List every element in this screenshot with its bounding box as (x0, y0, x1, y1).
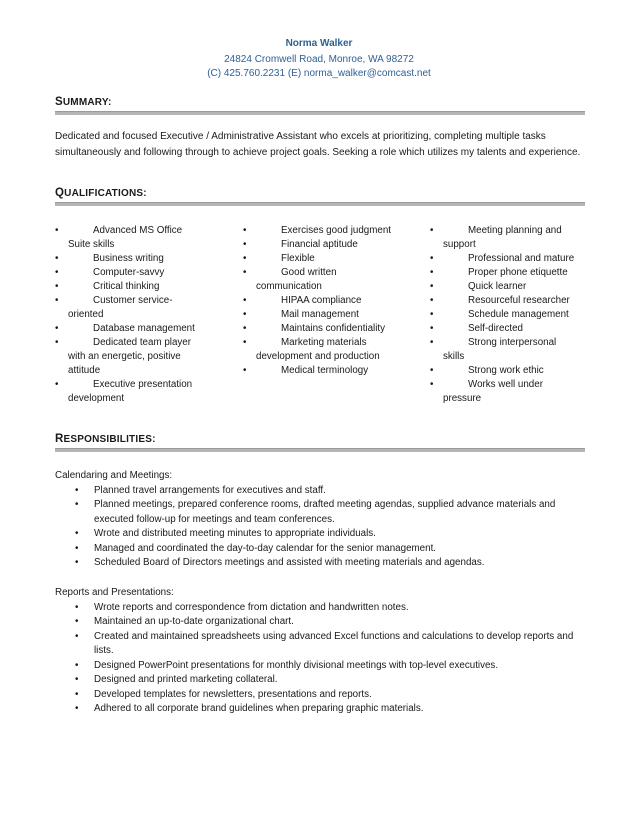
bullet-icon: • (430, 253, 434, 264)
qualifications-divider (55, 202, 585, 206)
bullet-icon: • (243, 295, 247, 306)
qualification-item (55, 266, 205, 280)
bullet-icon: • (243, 239, 247, 250)
qualification-item (55, 280, 205, 294)
bullet-icon: • (430, 337, 434, 348)
responsibility-text: Created and maintained spreadsheets using advanced Excel functions and calculations to develop reports and lists. (94, 630, 574, 656)
bullet-icon: • (430, 281, 434, 292)
bullet-icon: • (55, 267, 59, 278)
responsibility-text: Designed and printed marketing collateral. (94, 674, 278, 685)
qualification-text: Executive presentation development (68, 379, 193, 404)
responsibility-group-calendaring (55, 469, 595, 571)
qualification-item (430, 266, 580, 280)
qualification-text: Self-directed (468, 323, 523, 334)
summary-divider (55, 111, 585, 115)
responsibility-item (55, 484, 595, 499)
responsibility-text: Wrote reports and correspondence from dictation and handwritten notes. (94, 601, 409, 613)
responsibility-text: Designed PowerPoint presentations for monthly divisional meetings with top-level executives. (94, 659, 499, 671)
qualification-item (55, 378, 205, 406)
bullet-icon: • (430, 365, 434, 376)
bullet-icon: • (55, 323, 59, 334)
responsibilities-heading-initial: R (55, 433, 64, 445)
responsibility-item (55, 615, 595, 630)
qualification-item (243, 336, 398, 364)
qualification-item (430, 308, 580, 322)
bullet-icon: • (55, 379, 59, 390)
bullet-icon: • (55, 253, 59, 264)
qualification-text: Mail management (281, 309, 359, 320)
qualification-item (55, 322, 205, 336)
qualifications-column-3 (430, 224, 580, 406)
qualification-text: Exercises good judgment (281, 225, 392, 236)
qualification-text: Good written communication (256, 267, 337, 292)
responsibility-item (55, 556, 595, 571)
summary-heading (55, 96, 112, 108)
responsibility-item (55, 659, 595, 674)
responsibility-text: Developed templates for newsletters, presentations and reports. (94, 688, 372, 700)
responsibility-item (55, 527, 595, 542)
qualification-text: Critical thinking (93, 281, 160, 292)
qualification-item (55, 336, 205, 378)
qualification-text: Resourceful researcher (468, 295, 570, 306)
summary-text: Dedicated and focused Executive / Administrative Assistant who excels at prioritizing, completing multiple tasks simultaneously and following through to achieve project goals. Seeking a role which utilizes my talents and experience. (55, 131, 581, 158)
responsibility-item (55, 630, 595, 659)
qualification-text: Flexible (281, 253, 315, 264)
bullet-icon: • (55, 337, 59, 348)
responsibilities-heading-rest: ESPONSIBILITIES: (63, 434, 156, 445)
responsibility-subheading: Calendaring and Meetings: (55, 470, 173, 481)
responsibility-text: Wrote and distributed meeting minutes to appropriate individuals. (94, 528, 376, 539)
qualification-text: HIPAA compliance (281, 295, 362, 306)
qualification-text: Strong interpersonal skills (443, 337, 557, 362)
responsibility-list (55, 601, 595, 717)
responsibility-item (55, 498, 595, 527)
responsibility-group-reports (55, 586, 595, 717)
responsibility-text: Planned meetings, prepared conference rooms, drafted meeting agendas, supplied advance materials and executed follow-up for meetings and team conferences. (94, 499, 556, 525)
bullet-icon: • (55, 225, 59, 236)
qualification-item (430, 336, 580, 364)
qualification-item (430, 364, 580, 378)
summary-heading-rest: UMMARY: (62, 97, 112, 108)
candidate-name: Norma Walker (285, 38, 353, 49)
summary-heading-initial: S (55, 96, 63, 108)
qualifications-column-2 (243, 224, 398, 378)
qualification-text: Schedule management (468, 309, 569, 320)
responsibilities-divider (55, 448, 585, 452)
qualification-item (430, 280, 580, 294)
bullet-icon: • (430, 225, 434, 236)
bullet-icon: • (75, 688, 79, 700)
qualification-item (430, 294, 580, 308)
responsibility-text: Scheduled Board of Directors meetings and assisted with meeting materials and agendas. (94, 557, 485, 568)
responsibility-text: Planned travel arrangements for executives and staff. (94, 484, 326, 496)
qualification-text: Database management (93, 323, 195, 334)
responsibility-item (55, 542, 595, 557)
bullet-icon: • (75, 659, 79, 671)
qualification-text: Works well under pressure (443, 379, 543, 404)
responsibility-text: Managed and coordinated the day-to-day calendar for the senior management. (94, 542, 437, 554)
qualification-text: Dedicated team player with an energetic, positive attitude (68, 337, 192, 376)
qualification-item (243, 266, 398, 294)
qualifications-heading (55, 187, 147, 199)
qualification-item (243, 308, 398, 322)
bullet-icon: • (75, 528, 79, 539)
qualification-text: Marketing materials development and production (256, 337, 380, 362)
qualification-text: Proper phone etiquette (468, 267, 568, 278)
qualification-item (55, 252, 205, 266)
qualification-item (55, 294, 205, 322)
bullet-icon: • (430, 323, 434, 334)
qualification-item (243, 364, 398, 378)
bullet-icon: • (430, 295, 434, 306)
qualification-text: Quick learner (468, 281, 527, 292)
bullet-icon: • (243, 225, 247, 236)
bullet-icon: • (75, 616, 79, 627)
bullet-icon: • (243, 337, 247, 348)
qualification-text: Maintains confidentiality (281, 323, 386, 334)
bullet-icon: • (55, 295, 59, 306)
qualification-item (243, 294, 398, 308)
qualifications-heading-initial: Q (55, 187, 65, 199)
qualifications-column-1 (55, 224, 205, 406)
bullet-icon: • (243, 365, 247, 376)
bullet-icon: • (430, 309, 434, 320)
bullet-icon: • (75, 484, 79, 496)
responsibility-list (55, 484, 595, 571)
responsibility-item (55, 688, 595, 703)
qualification-item (430, 378, 580, 406)
qualification-text: Strong work ethic (468, 365, 544, 376)
bullet-icon: • (430, 379, 434, 390)
bullet-icon: • (243, 253, 247, 264)
qualifications-heading-rest: UALIFICATIONS: (64, 188, 147, 199)
qualification-text: Professional and mature (468, 253, 575, 264)
qualification-text: Computer-savvy (93, 267, 165, 278)
bullet-icon: • (75, 499, 79, 510)
candidate-contact: (C) 425.760.2231 (E) norma_walker@comcast.net (207, 68, 431, 79)
responsibility-text: Adhered to all corporate brand guidelines when preparing graphic materials. (94, 703, 424, 714)
bullet-icon: • (75, 601, 79, 613)
qualification-item (243, 252, 398, 266)
bullet-icon: • (75, 630, 79, 642)
bullet-icon: • (75, 674, 79, 685)
responsibility-item (55, 702, 595, 717)
responsibility-text: Maintained an up-to-date organizational chart. (94, 616, 294, 627)
bullet-icon: • (75, 542, 79, 554)
qualification-item (430, 322, 580, 336)
responsibility-item (55, 673, 595, 688)
bullet-icon: • (243, 309, 247, 320)
responsibility-item (55, 601, 595, 616)
bullet-icon: • (430, 267, 434, 278)
qualification-text: Advanced MS Office Suite skills (68, 225, 183, 250)
bullet-icon: • (55, 281, 59, 292)
qualification-item (243, 238, 398, 252)
qualification-text: Financial aptitude (281, 239, 358, 250)
qualification-item (430, 252, 580, 266)
bullet-icon: • (243, 323, 247, 334)
bullet-icon: • (243, 267, 247, 278)
candidate-address: 24824 Cromwell Road, Monroe, WA 98272 (224, 54, 414, 65)
qualification-text: Business writing (93, 253, 164, 264)
qualification-item (55, 224, 205, 252)
bullet-icon: • (75, 557, 79, 568)
qualification-text: Meeting planning and support (443, 225, 562, 250)
qualification-text: Medical terminology (281, 365, 369, 376)
responsibility-subheading: Reports and Presentations: (55, 587, 174, 598)
responsibilities-heading (55, 433, 156, 445)
qualification-text: Customer service-oriented (68, 295, 173, 320)
qualification-item (243, 322, 398, 336)
bullet-icon: • (75, 703, 79, 714)
qualification-item (430, 224, 580, 252)
qualification-item (243, 224, 398, 238)
